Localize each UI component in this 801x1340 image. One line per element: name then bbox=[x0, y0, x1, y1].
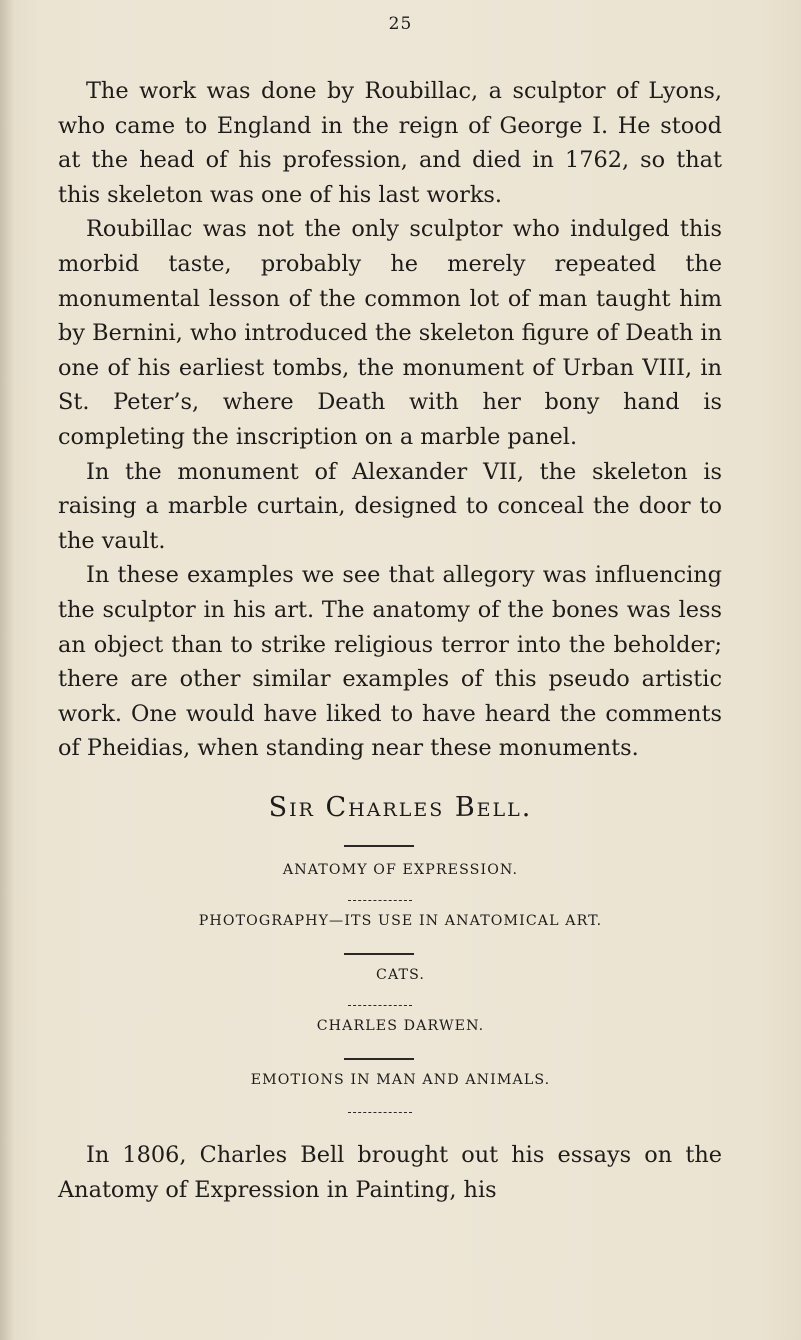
page-gutter-shadow bbox=[0, 0, 14, 1340]
entry-cats: CATS. bbox=[375, 967, 425, 983]
section-heading: Sir Charles Bell. bbox=[268, 792, 533, 823]
paragraph-allegory: In these examples we see that allegory was influencing the sculptor in his art. The anatomy of the bones was less an object than to strike religious terror into the beholder; there are other similar examples of this pseudo artistic work. One would have liked to have heard the comments of Pheidias, when standing near these monuments. bbox=[58, 562, 722, 762]
closing-text bbox=[58, 1138, 722, 1207]
entry-charles-darwen: CHARLES DARWEN. bbox=[316, 1018, 485, 1034]
divider-rule bbox=[344, 845, 414, 847]
paragraph-bernini: Roubillac was not the only sculptor who indulged this morbid taste, probably he merely repeated the monumental lesson of the common lot of man taught him by Bernini, who introduced the skeleton figure of Death in one of his earliest tombs, the monument of Urban VIII, in St. Peter’s, where Death with her bony hand is completing the inscription on a marble panel. bbox=[58, 216, 722, 450]
paragraph-charles-bell-1806: In 1806, Charles Bell brought out his essays on the Anatomy of Expression in Painting, his bbox=[58, 1142, 722, 1203]
page-number: 25 bbox=[388, 14, 413, 34]
divider-dashed bbox=[348, 1112, 412, 1113]
body-text bbox=[58, 74, 722, 766]
divider-dashed bbox=[348, 900, 412, 901]
divider-dashed bbox=[348, 1005, 412, 1006]
divider-rule bbox=[344, 953, 414, 955]
entry-anatomy-of-expression: ANATOMY OF EXPRESSION. bbox=[282, 862, 519, 878]
divider-rule bbox=[344, 1058, 414, 1060]
entry-emotions: EMOTIONS IN MAN AND ANIMALS. bbox=[250, 1072, 551, 1088]
entry-photography: PHOTOGRAPHY—ITS USE IN ANATOMICAL ART. bbox=[198, 913, 603, 929]
paragraph-roubillac-work: The work was done by Roubillac, a sculptor of Lyons, who came to England in the reign of George I. He stood at the head of his profession, and died in 1762, so that this skeleton was one of his last works. bbox=[58, 78, 722, 208]
paragraph-alexander-vii: In the monument of Alexander VII, the skeleton is raising a marble curtain, designed to conceal the door to the vault. bbox=[58, 458, 722, 554]
